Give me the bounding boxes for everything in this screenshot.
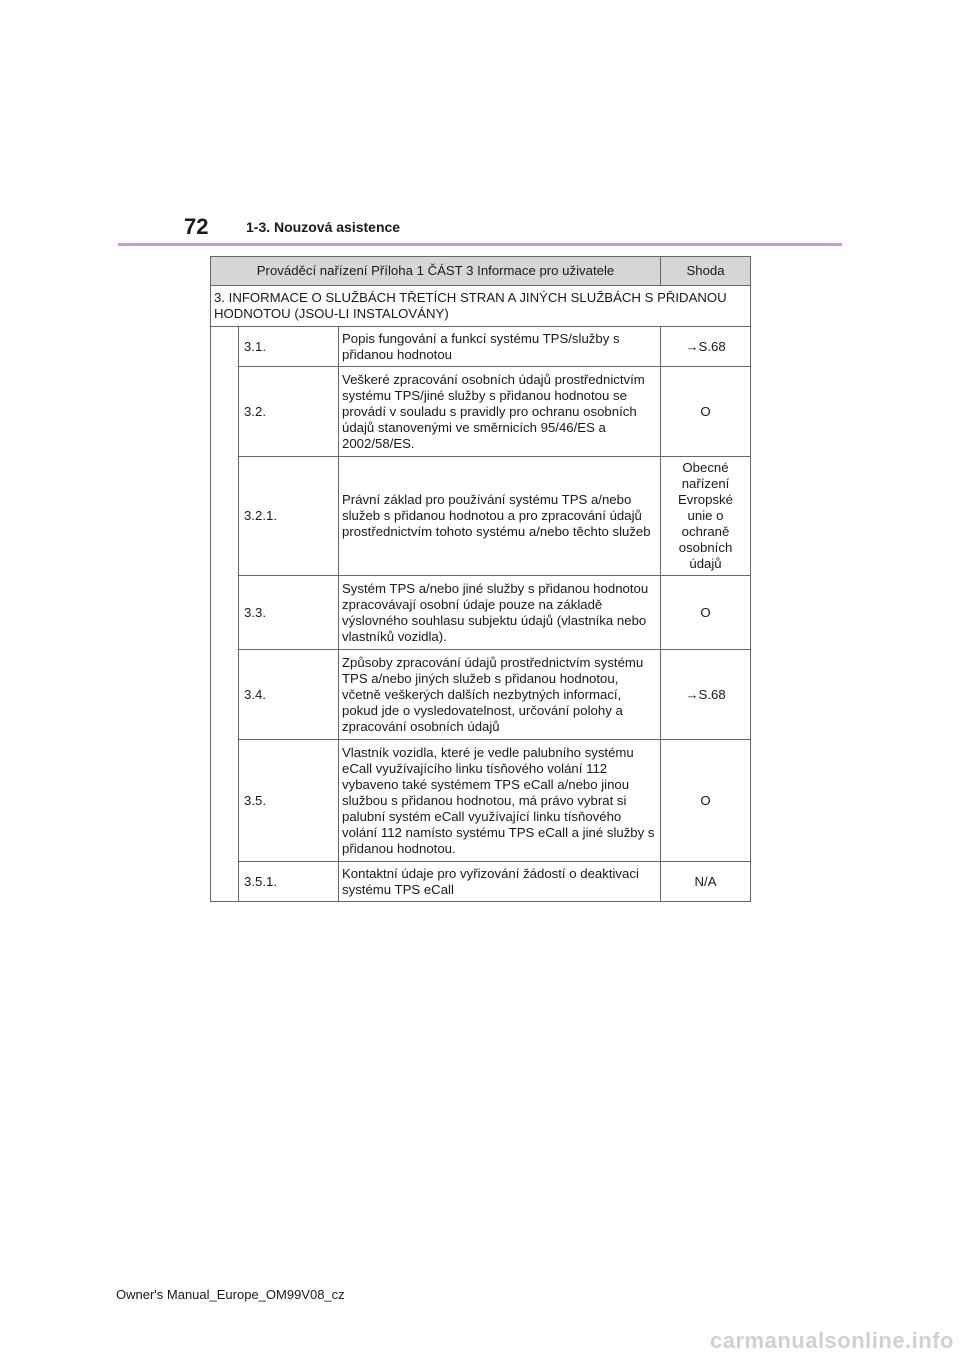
row-description: Systém TPS a/nebo jiné služby s přidanou hodnotou zpracovávají osobní údaje pouze na základě výslovného souhlasu subjektu údajů (vlastníka nebo vlastníků vozidla).: [339, 576, 661, 650]
table-row: [211, 457, 751, 576]
table-row: [211, 740, 751, 862]
row-compliance: O: [661, 740, 751, 862]
row-description: Popis fungování a funkcí systému TPS/služby s přidanou hodnotou: [339, 327, 661, 367]
table-row: [211, 650, 751, 740]
table-row: [211, 862, 751, 902]
row-compliance: →S.68: [661, 650, 751, 740]
row-number: 3.3.: [239, 576, 339, 650]
header-compliance: Shoda: [661, 257, 751, 286]
row-description: Veškeré zpracování osobních údajů prostřednictvím systému TPS/jiné služby s přidanou hodnotou se provádí v souladu s pravidly pro ochranu osobních údajů stanovenými ve směrnicích 95/46/ES a 2002/58/ES.: [339, 367, 661, 457]
row-compliance: →S.68: [661, 327, 751, 367]
row-description: Právní základ pro používání systému TPS a/nebo služeb s přidanou hodnotou a pro zpracování údajů prostřednictvím tohoto systému a/nebo těchto služeb: [339, 457, 661, 576]
header-regulation: Prováděcí nařízení Příloha 1 ČÁST 3 Informace pro uživatele: [211, 257, 661, 286]
row-compliance: Obecné nařízení Evropské unie o ochraně osobních údajů: [661, 457, 751, 576]
section-heading-row: [211, 286, 751, 327]
row-description: Kontaktní údaje pro vyřizování žádostí o deaktivaci systému TPS eCall: [339, 862, 661, 902]
manual-footer: Owner's Manual_Europe_OM99V08_cz: [116, 1287, 345, 1302]
section-heading: 3. INFORMACE O SLUŽBÁCH TŘETÍCH STRAN A JINÝCH SLUŽBÁCH S PŘIDANOU HODNOTOU (JSOU-LI INSTALOVÁNY): [211, 286, 751, 327]
row-number: 3.2.: [239, 367, 339, 457]
section-title: 1-3. Nouzová asistence: [246, 219, 401, 235]
row-description: Způsoby zpracování údajů prostřednictvím systému TPS a/nebo jiných služeb s přidanou hodnotou, včetně veškerých dalších nezbytných informací, pokud jde o vysledovatelnost, určování polohy a zpracování osobních údajů: [339, 650, 661, 740]
row-number: 3.4.: [239, 650, 339, 740]
page-number: 72: [184, 214, 209, 239]
table-header-row: [211, 257, 751, 286]
row-number: 3.1.: [239, 327, 339, 367]
row-compliance: N/A: [661, 862, 751, 902]
row-compliance: O: [661, 576, 751, 650]
table-row: [211, 576, 751, 650]
row-number: 3.5.1.: [239, 862, 339, 902]
table-row: [211, 327, 751, 367]
row-number: 3.5.: [239, 740, 339, 862]
row-number: 3.2.1.: [239, 457, 339, 576]
indent-cell: [211, 327, 239, 902]
watermark: carmanualsonline.info: [710, 1328, 954, 1353]
header-divider: [118, 243, 842, 246]
row-description: Vlastník vozidla, které je vedle palubního systému eCall využívajícího linku tísňového volání 112 vybaveno také systémem TPS eCall a/nebo jinou službou s přidanou hodnotou, má právo vybrat si palubní systém eCall využívající linku tísňového volání 112 namísto systému TPS eCall a jiné služby s přidanou hodnotou.: [339, 740, 661, 862]
table-row: [211, 367, 751, 457]
row-compliance: O: [661, 367, 751, 457]
regulation-table: [210, 256, 751, 902]
